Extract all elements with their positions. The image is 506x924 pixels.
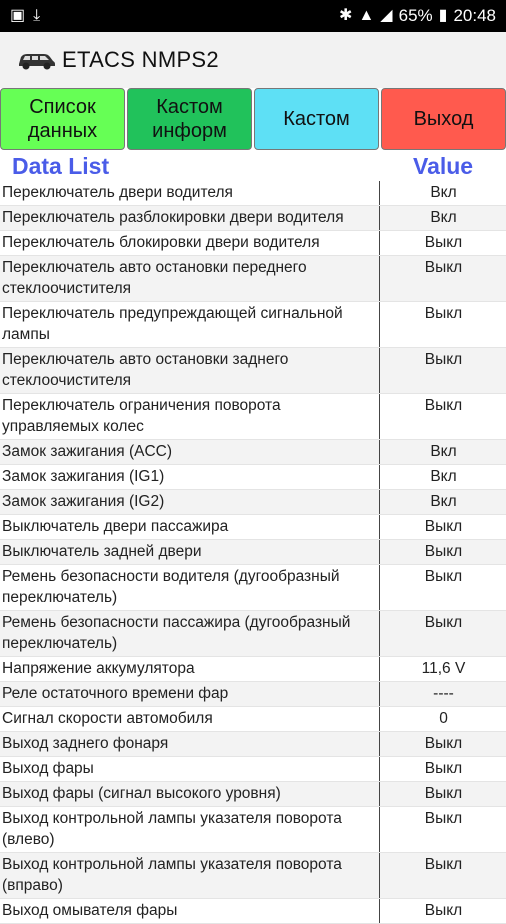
row-parameter-name: Выход контрольной лампы указателя поворота (вправо) bbox=[0, 853, 380, 898]
status-bar-notifications bbox=[0, 8, 40, 24]
row-parameter-value: Выкл bbox=[424, 614, 463, 631]
table-row[interactable] bbox=[0, 490, 506, 515]
row-parameter-value: Выкл bbox=[424, 568, 463, 585]
bluetooth-icon: ✱ bbox=[339, 7, 353, 24]
car-icon bbox=[16, 49, 56, 71]
row-parameter-name: Выключатель задней двери bbox=[0, 540, 380, 564]
table-row[interactable] bbox=[0, 899, 506, 924]
row-parameter-name: Переключатель авто остановки переднего стеклоочистителя bbox=[0, 256, 380, 301]
exit-button[interactable]: Выход bbox=[381, 88, 506, 150]
clock: 20:48 bbox=[453, 6, 496, 25]
row-parameter-value: Выкл bbox=[424, 856, 463, 873]
table-row[interactable] bbox=[0, 540, 506, 565]
table-row[interactable] bbox=[0, 256, 506, 302]
app-bar bbox=[0, 32, 506, 88]
table-row[interactable] bbox=[0, 394, 506, 440]
download-notification-icon: ⤓ bbox=[33, 7, 41, 24]
row-parameter-name: Замок зажигания (ACC) bbox=[0, 440, 380, 464]
row-parameter-value: Выкл bbox=[424, 259, 463, 276]
row-parameter-value: Выкл bbox=[424, 785, 463, 802]
row-parameter-name: Реле остаточного времени фар bbox=[0, 682, 380, 706]
row-parameter-name: Переключатель разблокировки двери водителя bbox=[0, 206, 380, 230]
table-row[interactable] bbox=[0, 181, 506, 206]
battery-icon: ▮ bbox=[438, 7, 448, 24]
row-parameter-value: Выкл bbox=[424, 543, 463, 560]
table-row[interactable] bbox=[0, 807, 506, 853]
row-parameter-name: Выход омывателя фары bbox=[0, 899, 380, 923]
table-row[interactable] bbox=[0, 348, 506, 394]
row-parameter-value: 11,6 V bbox=[421, 660, 466, 677]
row-parameter-name: Замок зажигания (IG2) bbox=[0, 490, 380, 514]
table-row[interactable] bbox=[0, 757, 506, 782]
table-row[interactable] bbox=[0, 440, 506, 465]
row-parameter-value: Выкл bbox=[424, 810, 463, 827]
row-parameter-value: Выкл bbox=[424, 305, 463, 322]
image-notification-icon: ▣ bbox=[10, 7, 26, 24]
wifi-icon: ▲ bbox=[358, 7, 375, 24]
row-parameter-value: Выкл bbox=[424, 902, 463, 919]
table-row[interactable] bbox=[0, 231, 506, 256]
row-parameter-value: Выкл bbox=[424, 351, 463, 368]
row-parameter-value: Выкл bbox=[424, 518, 463, 535]
data-table[interactable] bbox=[0, 181, 506, 924]
column-header-value: Value bbox=[413, 153, 474, 179]
row-parameter-value: Вкл bbox=[430, 443, 457, 460]
battery-percent: 65% bbox=[398, 6, 433, 25]
table-row[interactable] bbox=[0, 302, 506, 348]
row-parameter-name: Выход заднего фонаря bbox=[0, 732, 380, 756]
row-parameter-value: Выкл bbox=[424, 397, 463, 414]
column-header-data-list: Data List bbox=[12, 153, 110, 179]
row-parameter-name: Переключатель двери водителя bbox=[0, 181, 380, 205]
row-parameter-name: Выключатель двери пассажира bbox=[0, 515, 380, 539]
row-parameter-name: Ремень безопасности пассажира (дугообразный переключатель) bbox=[0, 611, 380, 656]
row-parameter-value: Вкл bbox=[430, 493, 457, 510]
table-row[interactable] bbox=[0, 682, 506, 707]
table-row[interactable] bbox=[0, 206, 506, 231]
table-header bbox=[0, 151, 506, 181]
status-bar-system bbox=[339, 6, 506, 26]
row-parameter-value: Вкл bbox=[430, 468, 457, 485]
row-parameter-name: Выход контрольной лампы указателя поворота (влево) bbox=[0, 807, 380, 852]
row-parameter-name: Переключатель блокировки двери водителя bbox=[0, 231, 380, 255]
table-row[interactable] bbox=[0, 732, 506, 757]
row-parameter-name: Ремень безопасности водителя (дугообразный переключатель) bbox=[0, 565, 380, 610]
table-row[interactable] bbox=[0, 853, 506, 899]
row-parameter-value: 0 bbox=[439, 710, 448, 727]
app-title: ETACS NMPS2 bbox=[62, 47, 219, 72]
signal-icon: ◢ bbox=[380, 7, 393, 24]
row-parameter-name: Переключатель авто остановки заднего стеклоочистителя bbox=[0, 348, 380, 393]
row-parameter-value: ---- bbox=[433, 685, 454, 702]
row-parameter-value: Выкл bbox=[424, 760, 463, 777]
table-row[interactable] bbox=[0, 465, 506, 490]
row-parameter-value: Вкл bbox=[430, 184, 457, 201]
row-parameter-name: Переключатель предупреждающей сигнальной лампы bbox=[0, 302, 380, 347]
table-row[interactable] bbox=[0, 611, 506, 657]
table-row[interactable] bbox=[0, 657, 506, 682]
table-row[interactable] bbox=[0, 707, 506, 732]
row-parameter-name: Сигнал скорости автомобиля bbox=[0, 707, 380, 731]
row-parameter-name: Переключатель ограничения поворота управляемых колес bbox=[0, 394, 380, 439]
custom-button[interactable]: Кастом bbox=[254, 88, 379, 150]
status-bar bbox=[0, 0, 506, 32]
row-parameter-value: Вкл bbox=[430, 209, 457, 226]
row-parameter-name: Замок зажигания (IG1) bbox=[0, 465, 380, 489]
table-row[interactable] bbox=[0, 515, 506, 540]
row-parameter-name: Выход фары bbox=[0, 757, 380, 781]
row-parameter-value: Выкл bbox=[424, 234, 463, 251]
row-parameter-name: Напряжение аккумулятора bbox=[0, 657, 380, 681]
table-row[interactable] bbox=[0, 565, 506, 611]
action-button-row bbox=[0, 88, 506, 150]
row-parameter-value: Выкл bbox=[424, 735, 463, 752]
custom-info-button[interactable]: Кастом информ bbox=[127, 88, 252, 150]
table-row[interactable] bbox=[0, 782, 506, 807]
data-list-button[interactable]: Список данных bbox=[0, 88, 125, 150]
row-parameter-name: Выход фары (сигнал высокого уровня) bbox=[0, 782, 380, 806]
